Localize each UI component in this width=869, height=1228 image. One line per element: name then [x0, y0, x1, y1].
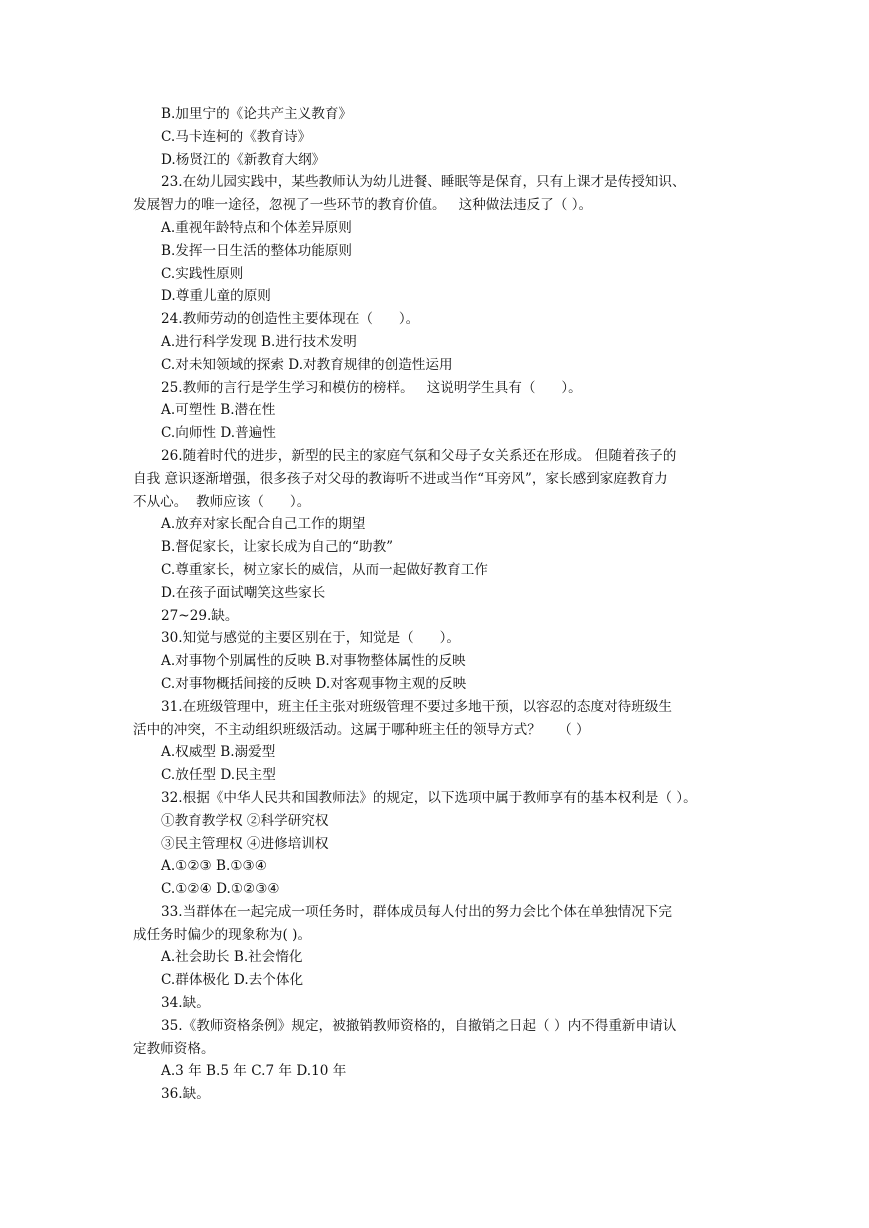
question-line: 26.随着时代的进步，新型的民主的家庭气氛和父母子女关系还在形成。 但随着孩子的 [161, 447, 677, 464]
question-line: 定教师资格。 [133, 1040, 215, 1057]
option-line: A.3 年 B.5 年 C.7 年 D.10 年 [161, 1063, 347, 1080]
option-line: A.社会助长 B.社会惰化 [161, 949, 303, 966]
option-line: A.权威型 B.溺爱型 [161, 744, 276, 761]
question-line: 发展智力的唯一途径，忽视了一些环节的教育价值。 这种做法违反了（ ）。 [133, 197, 593, 214]
question-line: 31.在班级管理中，班主任主张对班级管理不要过多地干预，以容忍的态度对待班级生 [161, 698, 672, 715]
option-line: C.群体极化 D.去个体化 [161, 972, 304, 989]
question-line: 32.根据《中华人民共和国教师法》的规定，以下选项中属于教师享有的基本权利是（ ）。 [161, 789, 697, 806]
question-line: 活中的冲突，不主动组织班级活动。这属于哪种班主任的领导方式？ （ ） [133, 721, 590, 738]
option-line: D.尊重儿童的原则 [161, 288, 271, 305]
question-line: 24.教师劳动的创造性主要体现在（ ）。 [161, 311, 420, 328]
option-line: A.放弃对家长配合自己工作的期望 [161, 516, 366, 533]
option-line: A.重视年龄特点和个体差异原则 [161, 219, 352, 236]
question-line: 成任务时偏少的现象称为( )。 [133, 926, 312, 943]
option-line: D.杨贤江的《新教育大纲》 [161, 151, 326, 168]
option-line: B.督促家长，让家长成为自己的“助教” [161, 539, 394, 556]
option-line: A.可塑性 B.潜在性 [161, 402, 276, 419]
option-line: C.向师性 D.普遍性 [161, 425, 276, 442]
option-line: B.发挥一日生活的整体功能原则 [161, 242, 353, 259]
option-line: ①教育教学权 ②科学研究权 [161, 812, 329, 829]
missing-note: 27~29.缺。 [161, 607, 239, 624]
option-line: A.对事物个别属性的反映 B.对事物整体属性的反映 [161, 653, 466, 670]
option-line: B.加里宁的《论共产主义教育》 [161, 106, 353, 122]
option-line: A.进行科学发现 B.进行技术发明 [161, 333, 357, 350]
question-line: 33.当群体在一起完成一项任务时，群体成员每人付出的努力会比个体在单独情况下完 [161, 903, 672, 920]
question-line: 30.知觉与感觉的主要区别在于，知觉是（ ）。 [161, 630, 461, 647]
option-line: C.尊重家长，树立家长的威信，从而一起做好教育工作 [161, 561, 488, 578]
option-line: D.在孩子面试嘲笑这些家长 [161, 584, 326, 601]
question-line: 自我 意识逐渐增强，很多孩子对父母的教诲听不进或当作“耳旁风”，家长感到家庭教育力 [133, 470, 668, 487]
option-line: C.对事物概括间接的反映 D.对客观事物主观的反映 [161, 675, 467, 692]
question-line: 不从心。 教师应该（ ）。 [133, 493, 311, 510]
option-line: C.实践性原则 [161, 265, 244, 282]
question-line: 23.在幼儿园实践中，某些教师认为幼儿进餐、睡眠等是保育，只有上课才是传授知识、 [161, 174, 686, 191]
document-body [133, 103, 739, 1106]
question-line: 35.《教师资格条例》规定，被撤销教师资格的，自撤销之日起（ ）内不得重新申请认 [161, 1017, 677, 1034]
missing-note: 36.缺。 [161, 1086, 210, 1103]
missing-note: 34.缺。 [161, 995, 210, 1012]
option-line: C.马卡连柯的《教育诗》 [161, 128, 312, 145]
question-line: 25.教师的言行是学生学习和模仿的榜样。 这说明学生具有（ ）。 [161, 379, 582, 396]
option-line: C.①②④ D.①②③④ [161, 881, 280, 898]
option-line: C.放任型 D.民主型 [161, 767, 276, 784]
option-line: C.对未知领域的探索 D.对教育规律的创造性运用 [161, 356, 453, 373]
option-line: A.①②③ B.①③④ [161, 858, 267, 875]
option-line: ③民主管理权 ④进修培训权 [161, 835, 329, 852]
